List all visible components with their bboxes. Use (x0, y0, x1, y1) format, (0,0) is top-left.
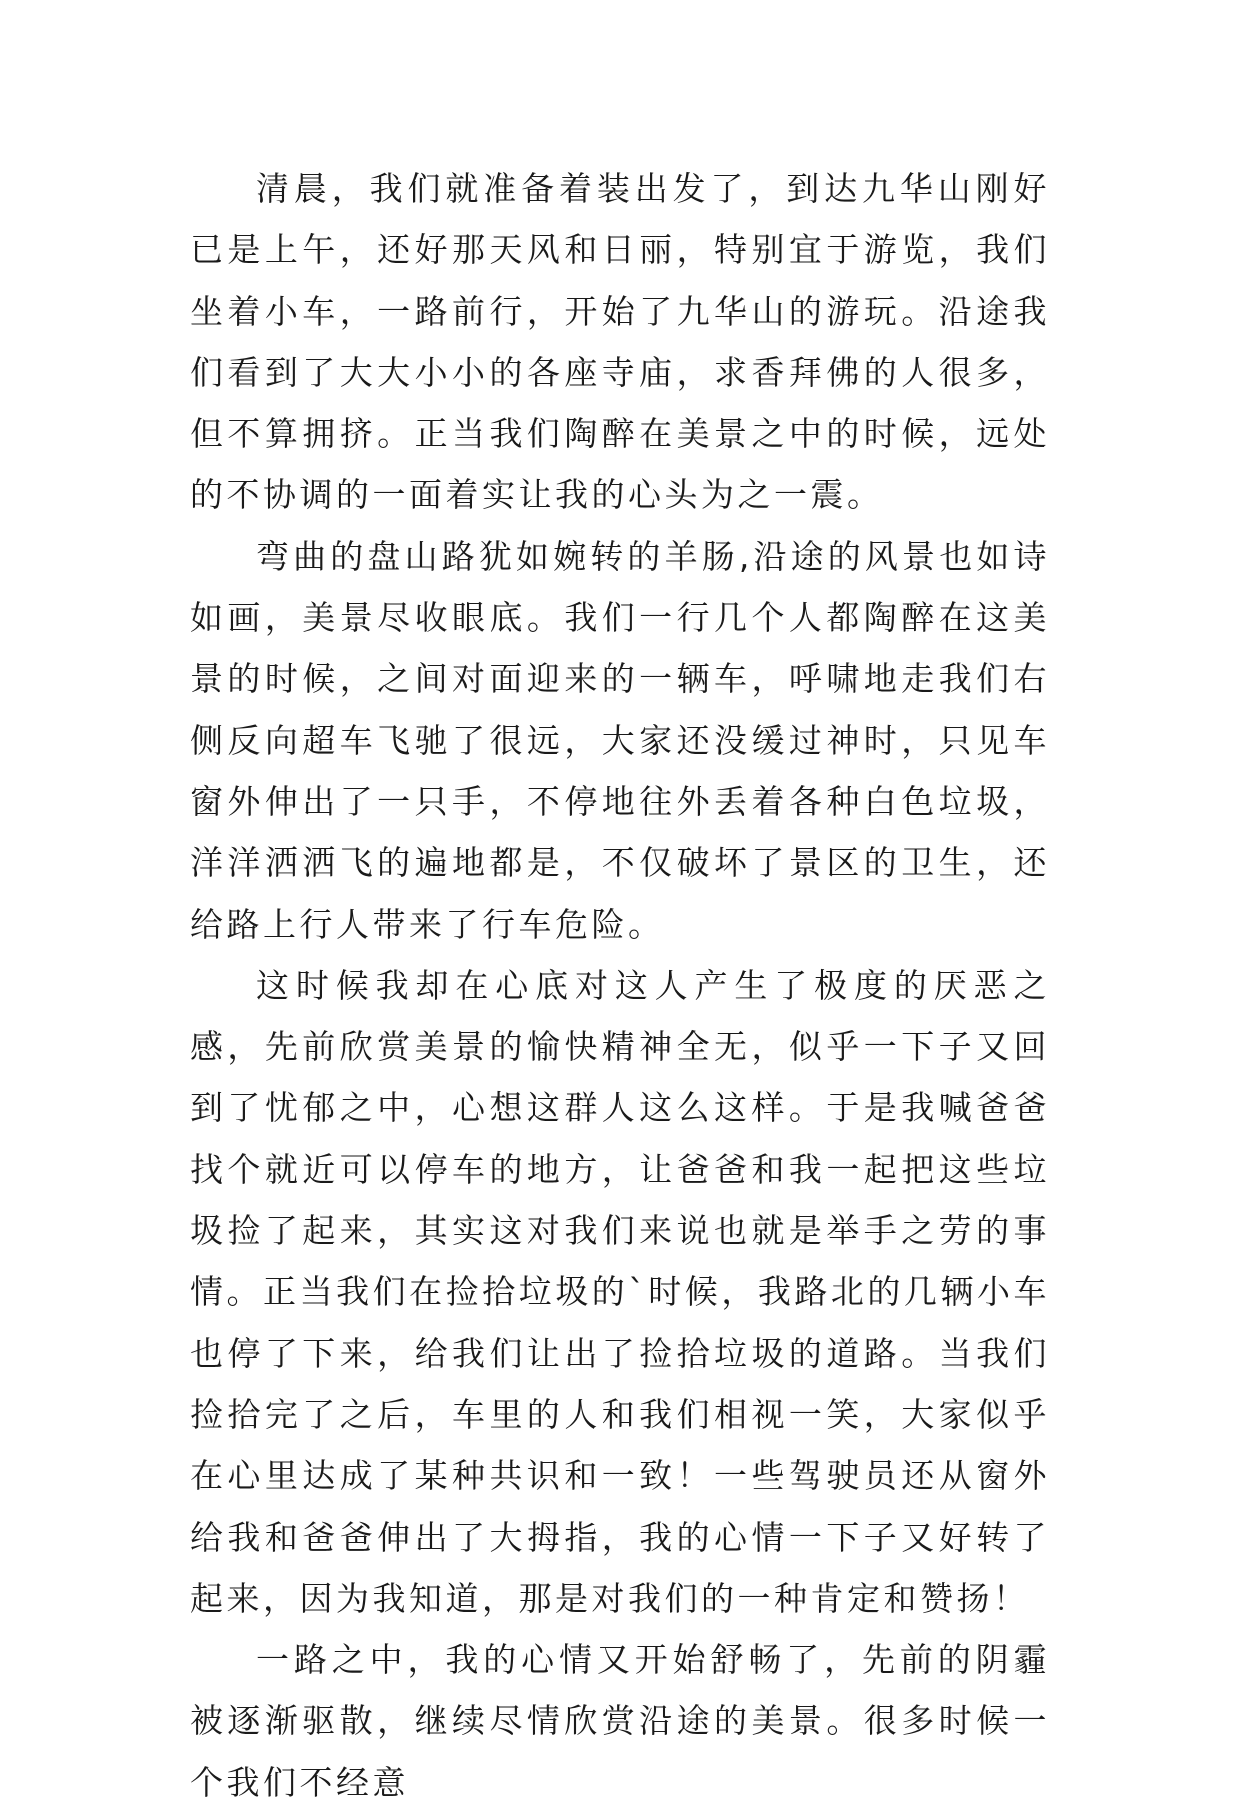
paragraph-1: 清晨，我们就准备着装出发了，到达九华山刚好已是上午，还好那天风和日丽，特别宜于游览，我们坐着小车，一路前行，开始了九华山的游玩。沿途我们看到了大大小小的各座寺庙，求香拜佛的人很多，但不算拥挤。正当我们陶醉在美景之中的时候，远处的不协调的一面着实让我的心头为之一震。 (190, 169, 1050, 515)
paragraph-3: 这时候我却在心底对这人产生了极度的厌恶之感，先前欣赏美景的愉快精神全无，似乎一下子又回到了忧郁之中，心想这群人这么这样。于是我喊爸爸找个就近可以停车的地方，让爸爸和我一起把这些垃圾捡了起来，其实这对我们来说也就是举手之劳的事情。正当我们在捡拾垃圾的`时候，我路北的几辆小车也停了下来，给我们让出了捡拾垃圾的道路。当我们捡拾完了之后，车里的人和我们相视一笑，大家似乎在心里达成了某种共识和一致！一些驾驶员还从窗外给我和爸爸伸出了大拇指，我的心情一下子又好转了起来，因为我知道，那是对我们的一种肯定和赞扬！ (190, 965, 1050, 1618)
paragraph-4: 一路之中，我的心情又开始舒畅了，先前的阴霾被逐渐驱散，继续尽情欣赏沿途的美景。很多时候一个我们不经意 (190, 1640, 1050, 1802)
document-body (190, 158, 1050, 1813)
paragraph-2: 弯曲的盘山路犹如婉转的羊肠,沿途的风景也如诗如画，美景尽收眼底。我们一行几个人都陶醉在这美景的时候，之间对面迎来的一辆车，呼啸地走我们右侧反向超车飞驰了很远，大家还没缓过神时，只见车窗外伸出了一只手，不停地往外丢着各种白色垃圾，洋洋洒洒飞的遍地都是，不仅破坏了景区的卫生，还给路上行人带来了行车危险。 (190, 536, 1050, 944)
